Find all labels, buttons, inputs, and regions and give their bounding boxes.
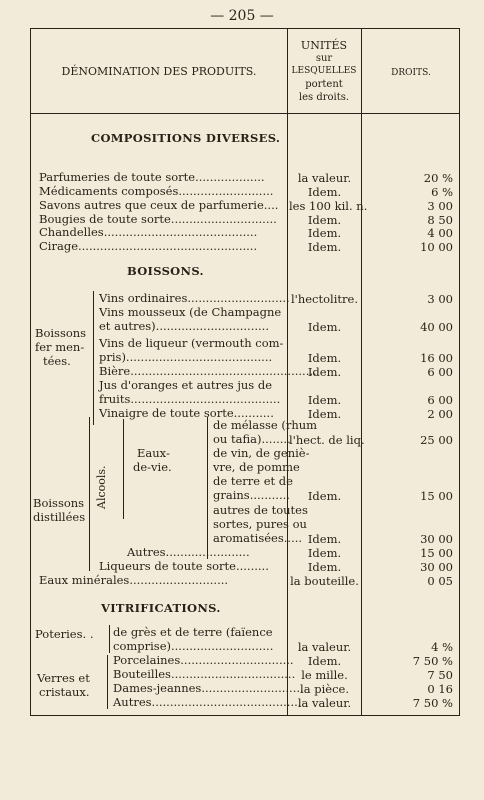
product-name: ou tafia)........ <box>213 432 291 446</box>
header-units: UNITÉS sur LESQUELLES portent les droits. <box>291 39 357 103</box>
brace <box>123 419 124 519</box>
duty-cell: 10 00 <box>420 240 453 254</box>
product-name: Liqueurs de toute sorte......... <box>99 559 269 573</box>
unit-cell: la valeur. <box>297 171 352 185</box>
unit-cell: Idem. <box>307 226 342 240</box>
product-name: vre, de pomme <box>213 460 300 474</box>
group-label: Boissons <box>35 326 87 340</box>
product-name: Bière................................................... <box>99 364 317 378</box>
duty-cell: 15 00 <box>420 489 453 503</box>
tariff-table <box>30 28 460 716</box>
product-name: Cirage................................................. <box>39 239 258 253</box>
group-label: Eaux- <box>137 446 170 460</box>
unit-cell: Idem. <box>307 489 342 503</box>
duty-cell: 0 05 <box>427 574 453 588</box>
unit-cell: Idem. <box>307 365 342 379</box>
duty-cell: 4 00 <box>427 226 453 240</box>
unit-cell: Idem. <box>307 240 342 254</box>
brace <box>207 417 208 559</box>
unit-cell: Idem. <box>307 185 342 199</box>
brace <box>109 625 110 653</box>
product-name: Parfumeries de toute sorte................... <box>39 170 265 184</box>
product-name: grains........... <box>213 488 290 502</box>
duty-cell: 15 00 <box>420 546 453 560</box>
group-label: cristaux. <box>39 685 90 699</box>
product-name: Bouteilles.................................. <box>113 667 296 681</box>
product-name: Autres......................................... <box>113 695 302 709</box>
group-label: Boissons <box>33 496 85 510</box>
header-products: DÉNOMINATION DES PRODUITS. <box>61 65 257 78</box>
unit-cell: l'hectolitre. <box>291 292 358 306</box>
unit-cell: Idem. <box>307 393 342 407</box>
product-name: Vins de liqueur (vermouth com- <box>99 336 284 350</box>
unit-cell: la valeur. <box>297 640 352 654</box>
group-label: Alcools. <box>95 465 108 509</box>
product-name: Vins ordinaires............................ <box>99 291 290 305</box>
unit-cell: la bouteille. <box>290 574 359 588</box>
product-name: Porcelaines............................... <box>113 653 294 667</box>
duty-cell: 7 50 % <box>412 696 453 710</box>
group-label: distillées <box>33 510 86 524</box>
brace <box>107 655 108 709</box>
group-label: Poteries. . <box>35 627 94 641</box>
group-label: Verres et <box>37 671 90 685</box>
product-name: Vins mousseux (de Champagne <box>99 305 282 319</box>
product-name: Chandelles.......................................... <box>39 225 258 239</box>
brace <box>89 417 90 571</box>
product-name: de grès et de terre (faïence <box>113 625 273 639</box>
header-duties: DROITS. <box>391 68 431 78</box>
duty-cell: 3 00 <box>427 292 453 306</box>
product-name: Médicaments composés.......................... <box>39 184 274 198</box>
duty-cell: 6 00 <box>427 365 453 379</box>
duty-cell: 30 00 <box>420 532 453 546</box>
duty-cell: 2 00 <box>427 407 453 421</box>
duty-cell: 6 00 <box>427 393 453 407</box>
brace <box>93 291 94 425</box>
unit-cell: le mille. <box>301 668 348 682</box>
product-name: fruits......................................... <box>99 392 281 406</box>
duty-cell: 40 00 <box>420 320 453 334</box>
product-name: Jus d'oranges et autres jus de <box>99 378 273 392</box>
product-name: Bougies de toute sorte............................. <box>39 212 277 226</box>
product-name: aromatisées..... <box>213 531 303 545</box>
column-divider <box>361 29 362 715</box>
unit-cell: la valeur. <box>297 696 352 710</box>
unit-cell: Idem. <box>307 213 342 227</box>
duty-cell: 4 % <box>431 640 453 654</box>
product-name: de vin, de geniè- <box>213 446 310 460</box>
product-name: et autres)............................... <box>99 319 269 333</box>
unit-cell: Idem. <box>307 320 342 334</box>
duty-cell: 8 50 <box>427 213 453 227</box>
unit-cell: Idem. <box>307 532 342 546</box>
product-name: Savons autres que ceux de parfumerie.... <box>39 198 279 212</box>
unit-cell: Idem. <box>307 407 342 421</box>
product-name: autres de toutes <box>213 503 308 517</box>
duty-cell: 3 00 <box>427 199 453 213</box>
duty-cell: 25 00 <box>420 433 453 447</box>
duty-cell: 0 16 <box>427 682 453 696</box>
product-name: comprise)............................ <box>113 639 274 653</box>
group-label: de-vie. <box>133 460 172 474</box>
duty-cell: 20 % <box>423 171 453 185</box>
product-name: Dames-jeannes............................ <box>113 681 304 695</box>
unit-cell: Idem. <box>307 560 342 574</box>
unit-cell: Idem. <box>307 654 342 668</box>
header-divider <box>31 113 459 114</box>
page-number: — 205 — <box>210 8 274 24</box>
duty-cell: 16 00 <box>420 351 453 365</box>
duty-cell: 7 50 % <box>412 654 453 668</box>
section-heading: COMPOSITIONS DIVERSES. <box>91 131 281 145</box>
section-heading: BOISSONS. <box>127 264 204 278</box>
product-name: de mélasse (rhum <box>213 418 318 432</box>
product-name: de terre et de <box>213 474 293 488</box>
group-label: fer men- <box>35 340 85 354</box>
duty-cell: 6 % <box>431 185 453 199</box>
unit-cell: Idem. <box>307 351 342 365</box>
unit-cell: la pièce. <box>300 682 349 696</box>
unit-cell: Idem. <box>307 546 342 560</box>
product-name: pris)........................................ <box>99 350 273 364</box>
duty-cell: 7 50 <box>427 668 453 682</box>
duty-cell: 30 00 <box>420 560 453 574</box>
unit-cell: l'hect. de liq. <box>289 433 365 447</box>
unit-cell: les 100 kil. n. <box>289 199 368 213</box>
section-heading: VITRIFICATIONS. <box>101 601 221 615</box>
product-name: Vinaigre de toute sorte........... <box>99 406 274 420</box>
group-label: tées. <box>43 354 71 368</box>
product-name: Autres....................... <box>127 545 250 559</box>
product-name: sortes, pures ou <box>213 517 307 531</box>
product-name: Eaux minérales........................... <box>39 573 229 587</box>
